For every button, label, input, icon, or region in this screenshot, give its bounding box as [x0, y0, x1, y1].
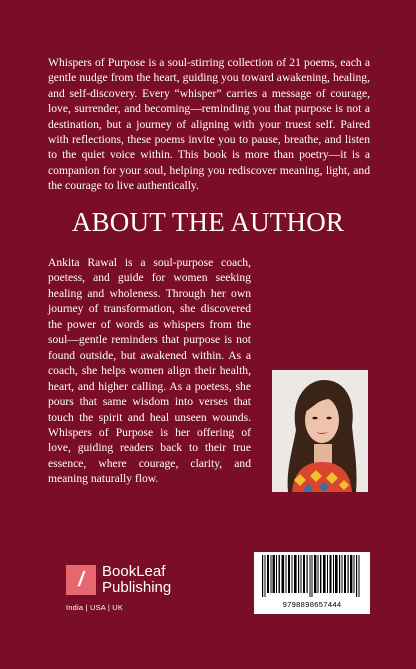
- leaf-logo-icon: /: [66, 565, 96, 595]
- book-blurb: Whispers of Purpose is a soul-stirring collection of 21 poems, each a gentle nudge from the heart, guiding you toward awakening, healing, and self-discovery. Every “whisper” carries a message of courage, love, surrender, and becoming—reminding you that purpose is not a destination, but a journey of aligning with your truest self. Paired with reflections, these poems invite you to pause, breathe, and listen to the quiet voice within. This book is more than poetry—it is a companion for your soul, helping you rediscover meaning, light, and the courage to live authentically.: [48, 56, 370, 193]
- publisher-logo: [66, 565, 186, 617]
- barcode: [254, 552, 370, 614]
- publisher-name: BookLeaf Publishing: [102, 563, 172, 596]
- isbn-number: 9798898657444: [282, 600, 342, 609]
- publisher-locations: India | USA | UK: [66, 603, 124, 612]
- author-bio: Ankita Rawal is a soul-purpose coach, poetess, and guide for women seeking healing and wholeness. Through her own journey of transformation, she discovered the power of words as whispers from the soul—gentle reminders that purpose is not found outside, but awakened within. As a coach, she helps women align their health, heart, and higher calling. As a poetess, she pours that same wisdom into verses that touch the spirit and heal unseen wounds. Whispers of Purpose is her offering of love, guiding readers back to their true essence, where courage, clarity, and meaning naturally flow.: [48, 256, 251, 486]
- barcode-bars-icon: [260, 555, 364, 597]
- author-photo: [272, 370, 368, 492]
- about-author-heading: ABOUT THE AUTHOR: [71, 207, 345, 237]
